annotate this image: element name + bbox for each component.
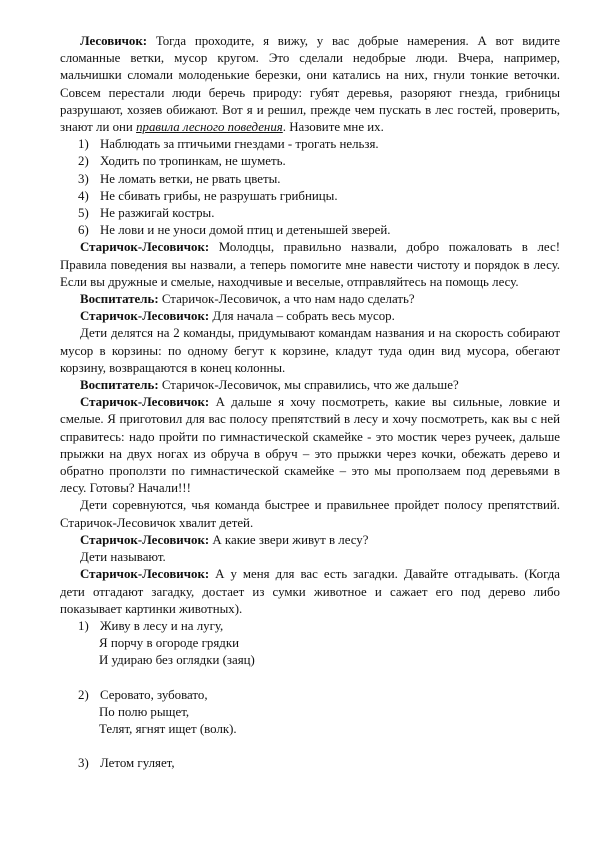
list-number: 1): [78, 137, 89, 152]
forest-rules-phrase: правила лесного поведения: [136, 120, 283, 135]
list-number: 6): [78, 223, 89, 238]
list-number: 4): [78, 188, 89, 203]
list-item: [78, 222, 560, 239]
riddle-text: Живу в лесу и на лугу,: [100, 618, 224, 633]
paragraph-teams: Дети делятся на 2 команды, придумывают командам названия и на скорость собирают мусор в корзины: по одному бегут к корзине, кладут туда один вид мусора, обегают корзину, возвращаются в конец колонны.: [60, 326, 560, 375]
riddle-first-line: [78, 755, 560, 772]
paragraph-collect-trash: [60, 308, 560, 325]
list-number: 5): [78, 206, 89, 221]
list-text: Ходить по тропинкам, не шуметь.: [100, 154, 286, 169]
list-item: [78, 188, 560, 205]
paragraph-text: Старичок-Лесовичок, а что нам надо сделать?: [158, 292, 415, 307]
paragraph-intro: [60, 33, 560, 136]
riddle-text: Летом гуляет,: [100, 756, 175, 771]
list-text: Не лови и не уноси домой птиц и детенышей зверей.: [100, 223, 391, 238]
paragraph-obstacle-course: [60, 394, 560, 497]
riddle-line: По полю рыщет,: [99, 704, 190, 719]
speaker-label: Старичок-Лесовичок:: [80, 395, 210, 410]
speaker-label: Лесовичок:: [80, 34, 148, 48]
riddle-line: И удираю без оглядки (заяц): [99, 653, 255, 668]
list-text: Не сбивать грибы, не разрушать грибницы.: [100, 188, 338, 203]
paragraph-teacher-question: [60, 291, 560, 308]
speaker-label: Старичок-Лесовичок:: [80, 532, 210, 547]
paragraph-teacher-next: [60, 377, 560, 394]
paragraph-animals-question: [60, 532, 560, 549]
speaker-label: Воспитатель:: [80, 378, 159, 393]
list-text: Наблюдать за птичьими гнездами - трогать нельзя.: [100, 137, 379, 152]
speaker-label: Старичок-Лесовичок:: [80, 567, 210, 582]
list-item: [78, 136, 560, 153]
paragraph-competition: Дети соревнуются, чья команда быстрее и правильнее пройдет полосу препятствий. Старичок-Лесовичок хвалит детей.: [60, 498, 560, 530]
riddle-text: Серовато, зубовато,: [100, 687, 208, 702]
paragraph-riddles-intro: [60, 566, 560, 618]
riddle-line: Я порчу в огороде грядки: [99, 636, 240, 651]
paragraph-text: А дальше я хочу посмотреть, какие вы сильные, ловкие и смелые. Я приготовил для вас полосу препятствий в лесу и хочу посмотреть, как вы с ней справитесь: надо пройти по гимнастической скамейке - это мостик через ручеек, дальше прыжки на двух ногах из обруча в обруч – это прыжки через кочки, обежать дерево и обратно проползти по гимнастической скамейке – это мы проползаем под деревьями в лесу. Готовы? Начали!!!: [60, 395, 560, 496]
paragraph-text: А у меня для вас есть загадки. Давайте отгадывать. (Когда дети отгадают загадку, достает из сумки животное и сажает его под дерево либо показывает картинки животных).: [60, 567, 560, 616]
riddle: [60, 618, 560, 670]
riddle-first-line: [78, 618, 560, 635]
speaker-label: Старичок-Лесовичок:: [80, 240, 210, 255]
list-text: Не ломать ветки, не рвать цветы.: [100, 171, 281, 186]
list-item: [78, 153, 560, 170]
speaker-label: Старичок-Лесовичок:: [80, 309, 210, 324]
list-item: [78, 171, 560, 188]
paragraph-welcome: [60, 239, 560, 291]
speaker-label: Воспитатель:: [80, 292, 159, 307]
riddle-number: 3): [78, 756, 89, 771]
document-page: [60, 33, 560, 772]
list-item: [78, 205, 560, 222]
riddle-number: 1): [78, 618, 89, 633]
riddle: [60, 687, 560, 739]
paragraph-text: . Назовите мне их.: [282, 120, 384, 135]
paragraph-text: А какие звери живут в лесу?: [209, 532, 369, 547]
list-number: 2): [78, 154, 89, 169]
paragraph-children-answer: Дети называют.: [80, 550, 166, 565]
list-number: 3): [78, 171, 89, 186]
riddle: [60, 755, 560, 772]
paragraph-text: Тогда проходите, я вижу, у вас добрые намерения. А вот видите сломанные ветки, мусор кругом. Это сделали недобрые люди. Вчера, например, мальчишки сломали молоденькие березки, они катались на них, гнули тонкие веточки. Совсем перестали люди беречь природу: губят деревья, разоряют гнезда, грибницы разрушают, хозяев обижают. Вот я и решил, прежде чем пускать в лес гостей, проверить, знают ли они: [60, 34, 560, 135]
riddle-line: Телят, ягнят ищет (волк).: [99, 721, 237, 736]
rules-list: [60, 136, 560, 239]
list-text: Не разжигай костры.: [100, 206, 215, 221]
riddle-number: 2): [78, 687, 89, 702]
paragraph-text: Для начала – собрать весь мусор.: [209, 309, 395, 324]
riddle-first-line: [78, 687, 560, 704]
paragraph-text: Старичок-Лесовичок, мы справились, что же дальше?: [158, 378, 459, 393]
paragraph-text: Молодцы, правильно назвали, добро пожаловать в лес! Правила поведения вы назвали, а теперь помогите мне навести чистоту и порядок в лесу. Если вы дружные и смелые, находчивые и веселые, отправляйтесь на помощь лесу.: [60, 240, 560, 289]
